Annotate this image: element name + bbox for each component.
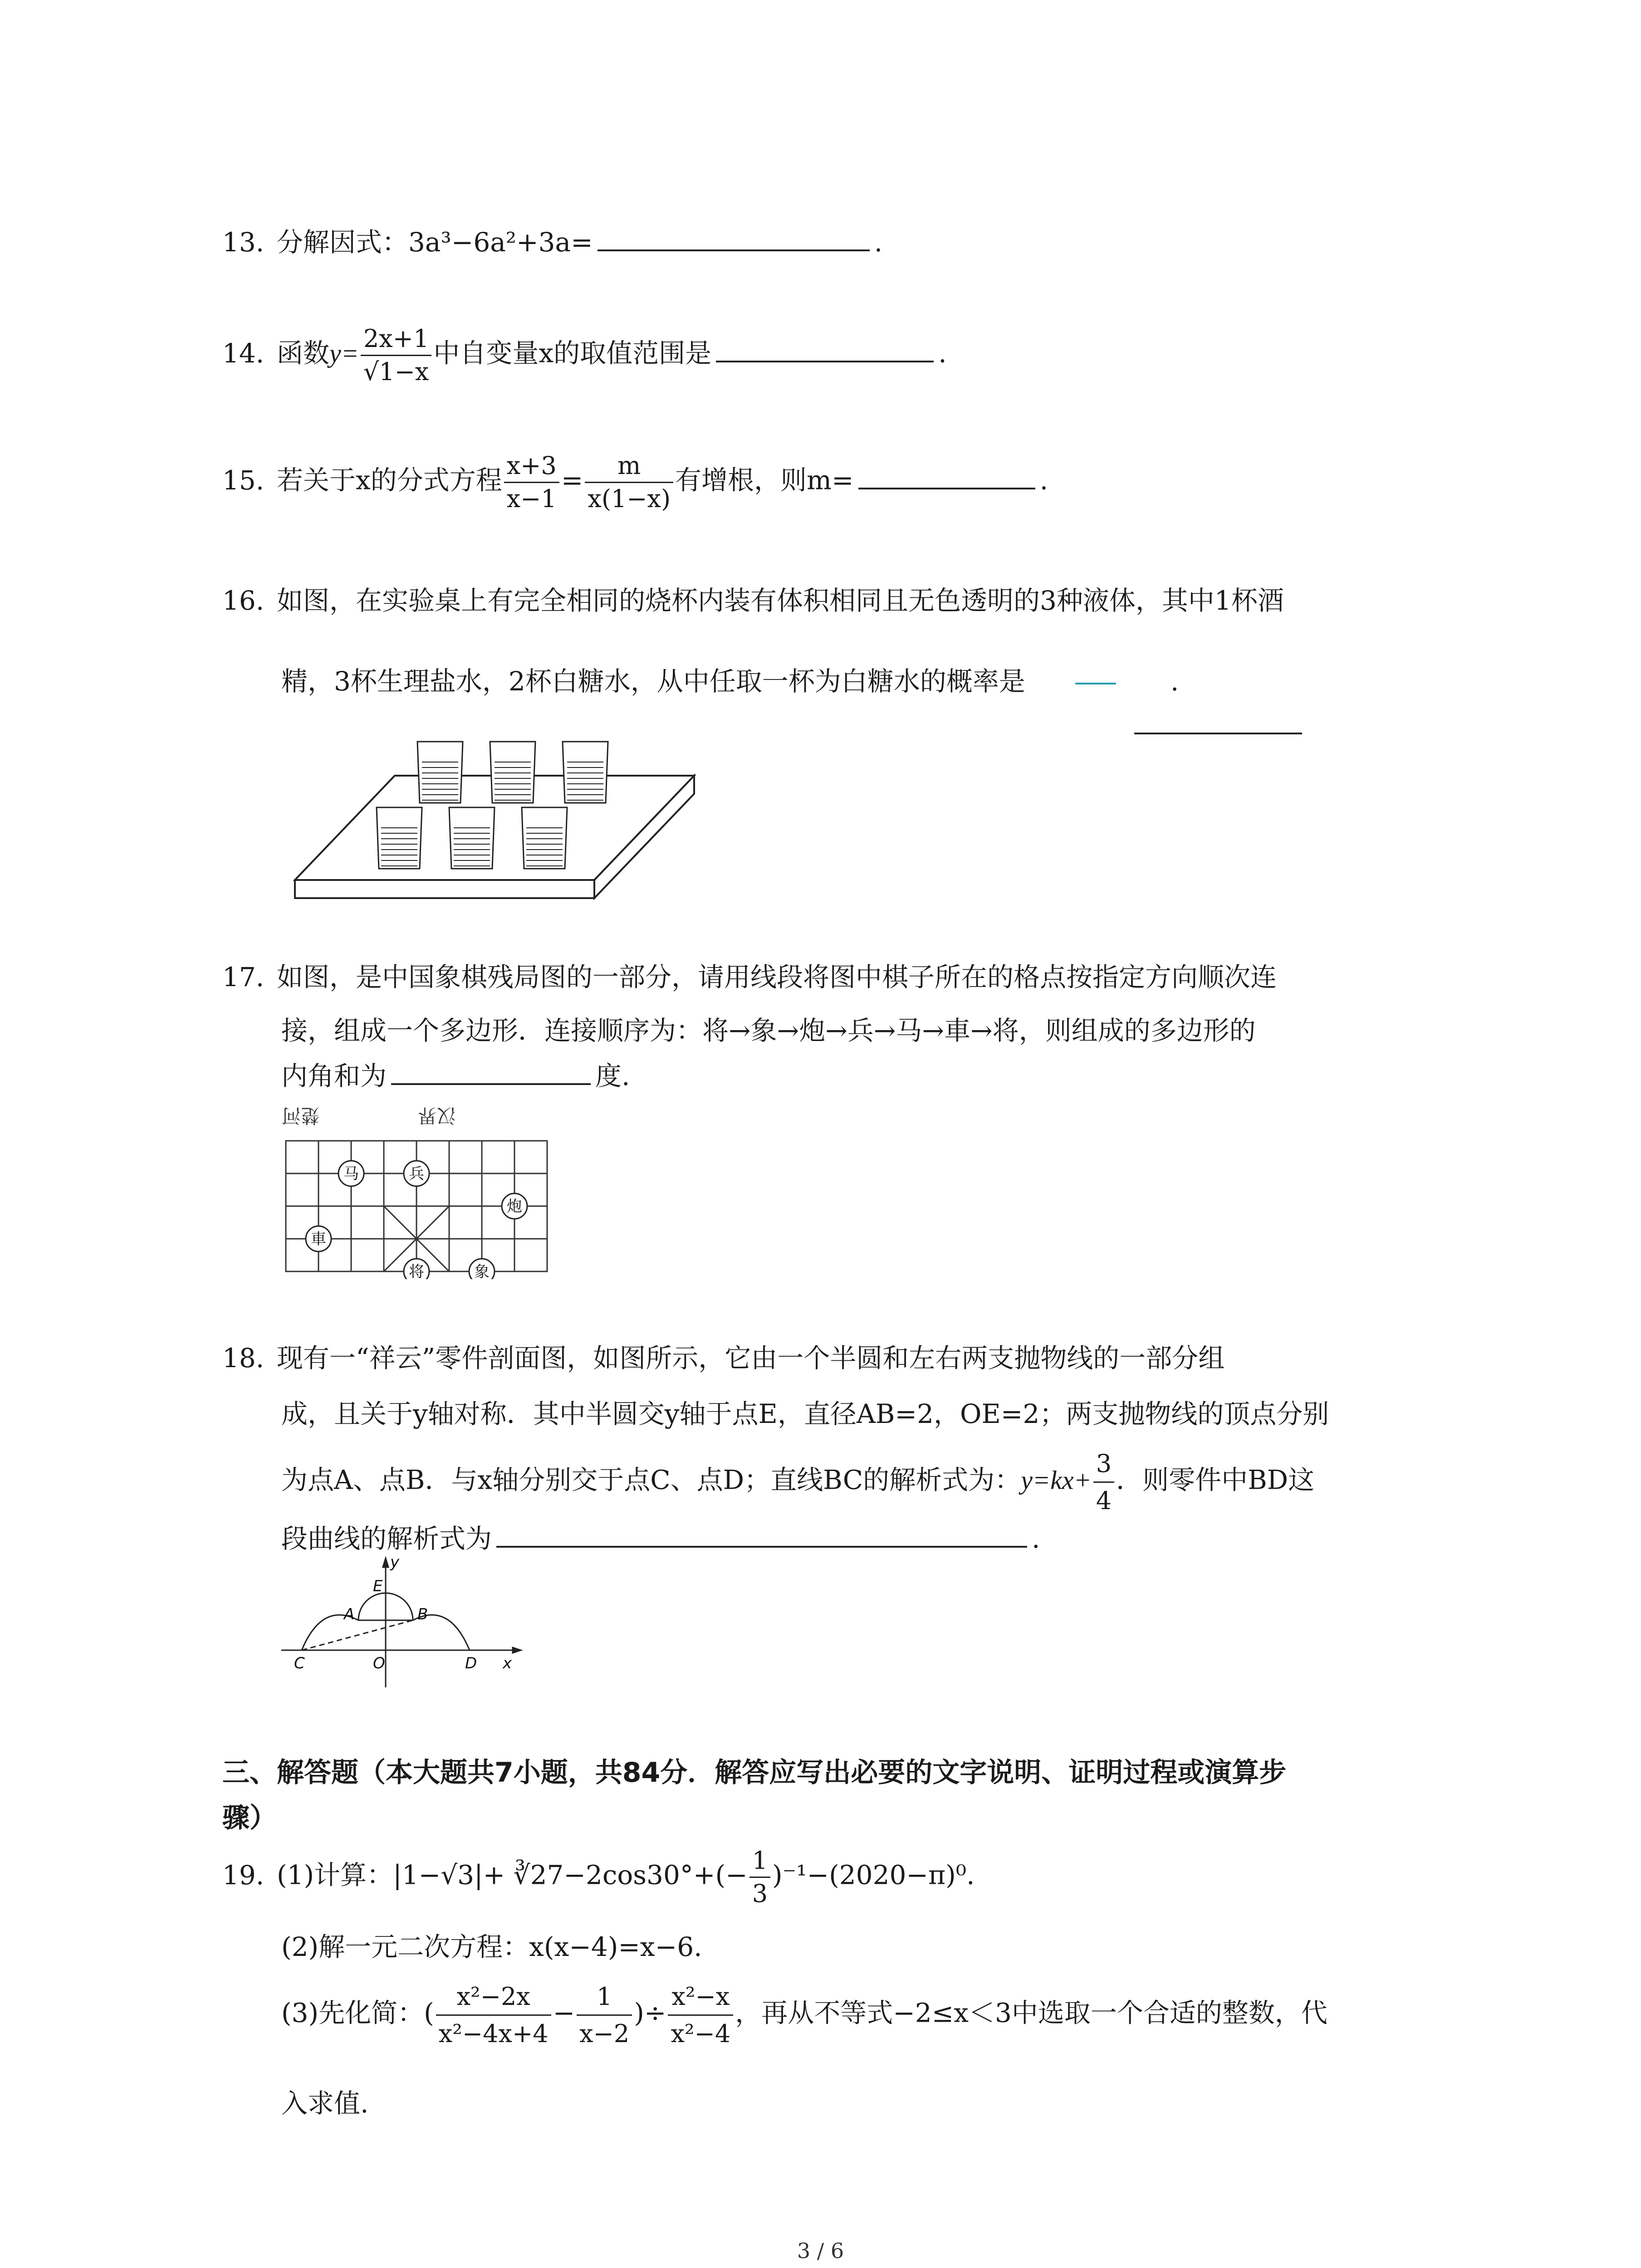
q16-lab-table-figure bbox=[277, 735, 699, 907]
q18-line-3: 为点A、点B．与x轴分别交于点C、点D；直线BC的解析式为：y=kx+ $\frac{3}{4}$ ．则零件中BD这 bbox=[281, 1449, 1315, 1515]
q13-text: 分解因式：3a³−6a²+3a= bbox=[277, 227, 593, 258]
fig-label-A: A bbox=[344, 1605, 355, 1623]
q18-line-4: 段曲线的解析式为 . bbox=[281, 1523, 1040, 1554]
q14-number: 14. bbox=[222, 337, 265, 369]
q17-line-3: 内角和为 度. bbox=[281, 1061, 630, 1091]
page-number: 3 / 6 bbox=[797, 2239, 844, 2263]
q19-fraction-b: $\frac{1}{x-2}$ bbox=[577, 1982, 632, 2048]
q16-number: 16. bbox=[222, 585, 265, 616]
q18-xiangyun-figure bbox=[277, 1551, 531, 1696]
section-3-heading-line-2: 骤） bbox=[222, 1802, 277, 1834]
q15-fraction-right: $\frac{m}{x(1-x)}$ bbox=[585, 454, 673, 511]
q18-number: 18. bbox=[222, 1343, 265, 1374]
q16-line-2: 精，3杯生理盐水，2杯白糖水，从中任取一杯为白糖水的概率是 . bbox=[281, 666, 1179, 697]
q15-fraction-left: $\frac{x+3}{x-1}$ bbox=[504, 454, 559, 511]
board-label-left: 楚河 bbox=[281, 1105, 320, 1127]
q13-answer-blank[interactable] bbox=[598, 240, 870, 251]
question-16: 16. 如图，在实验桌上有完全相同的烧杯内装有体积相同且无色透明的3种液体，其中1杯酒 bbox=[222, 585, 1284, 616]
q19-part-3-line-2: 入求值. bbox=[281, 2088, 369, 2119]
q19-part-2: (2)解一元二次方程：x(x−4)=x−6. bbox=[281, 1931, 702, 1962]
q17-number: 17. bbox=[222, 962, 265, 992]
q16-answer-blank[interactable] bbox=[1134, 733, 1302, 734]
q18-answer-blank[interactable] bbox=[496, 1537, 1027, 1548]
question-19: 19. (1)计算：|1−√3|+ ∛27−2cos30°+(− $\frac{1}{3}$ )⁻¹−(2020−π)⁰. bbox=[222, 1846, 975, 1908]
q19-fraction-c: $\frac{\text{x²−x}}{\text{x²−4}}$ bbox=[668, 1982, 733, 2048]
fig-label-D: D bbox=[465, 1654, 477, 1672]
q13-number: 13. bbox=[222, 227, 265, 258]
question-13: 13. 分解因式：3a³−6a²+3a= . bbox=[222, 227, 883, 258]
piece-bing: 兵 bbox=[409, 1165, 424, 1183]
q19-fraction-a: $\frac{\text{x²−2x}}{\text{x²−4x+4}}$ bbox=[436, 1982, 551, 2048]
q17-chess-board-figure bbox=[277, 1098, 558, 1279]
piece-jiang: 将 bbox=[409, 1263, 424, 1279]
board-label-right: 汉界 bbox=[417, 1105, 456, 1127]
q15-number: 15. bbox=[222, 464, 265, 496]
q16-answer-dash[interactable] bbox=[1075, 683, 1116, 684]
section-3-heading: 三、解答题（本大题共7小题，共84分．解答应写出必要的文字说明、证明过程或演算步 bbox=[222, 1757, 1287, 1789]
fig-label-y: y bbox=[390, 1553, 400, 1571]
q15-answer-blank[interactable] bbox=[858, 479, 1035, 489]
fig-label-x: x bbox=[503, 1654, 512, 1672]
q14-fraction: $\frac{2x+1}{√1-x}$ bbox=[361, 327, 431, 384]
q19-fraction-1: $\frac{1}{3}$ bbox=[749, 1848, 770, 1906]
fig-label-C: C bbox=[294, 1654, 305, 1672]
q18-fraction: $\frac{3}{4}$ bbox=[1093, 1449, 1114, 1515]
fig-label-B: B bbox=[417, 1605, 428, 1623]
question-14: 14. 函数y= $\frac{2x+1}{√1-x}$ 中自变量x的取值范围是 . bbox=[222, 324, 947, 386]
question-18: 18. 现有一“祥云”零件剖面图，如图所示，它由一个半圆和左右两支抛物线的一部分组 bbox=[222, 1343, 1225, 1374]
q19-part-3: (3)先化简：( $\frac{\text{x²−2x}}{\text{x²−4x+4}}$ − $\frac{1}{x-2}$ )÷ $\frac{\text{x²−x}}{\text{x²−4}}$ ，再从不等式−2≤x＜3中选取一个合适的整数，代 bbox=[281, 1982, 1327, 2048]
q19-number: 19. bbox=[222, 1859, 265, 1891]
piece-che: 車 bbox=[311, 1230, 326, 1248]
q18-line-2: 成，且关于y轴对称．其中半圆交y轴于点E，直径AB=2，OE=2；两支抛物线的顶点分别 bbox=[281, 1398, 1329, 1429]
fig-label-E: E bbox=[373, 1577, 383, 1595]
piece-pao: 炮 bbox=[507, 1198, 522, 1216]
question-17: 17. 如图，是中国象棋残局图的一部分，请用线段将图中棋子所在的格点按指定方向顺次连 bbox=[222, 962, 1277, 992]
piece-ma: 马 bbox=[343, 1165, 359, 1183]
question-15: 15. 若关于x的分式方程 $\frac{x+3}{x-1}$ = $\frac{m}{x(1-x)}$ 有增根，则m= . bbox=[222, 451, 1048, 513]
q17-answer-blank[interactable] bbox=[391, 1074, 591, 1085]
piece-xiang: 象 bbox=[474, 1263, 490, 1279]
q17-line-2: 接，组成一个多边形．连接顺序为：将→象→炮→兵→马→車→将，则组成的多边形的 bbox=[281, 1015, 1256, 1046]
q14-answer-blank[interactable] bbox=[716, 352, 934, 362]
fig-label-O: O bbox=[373, 1654, 385, 1672]
